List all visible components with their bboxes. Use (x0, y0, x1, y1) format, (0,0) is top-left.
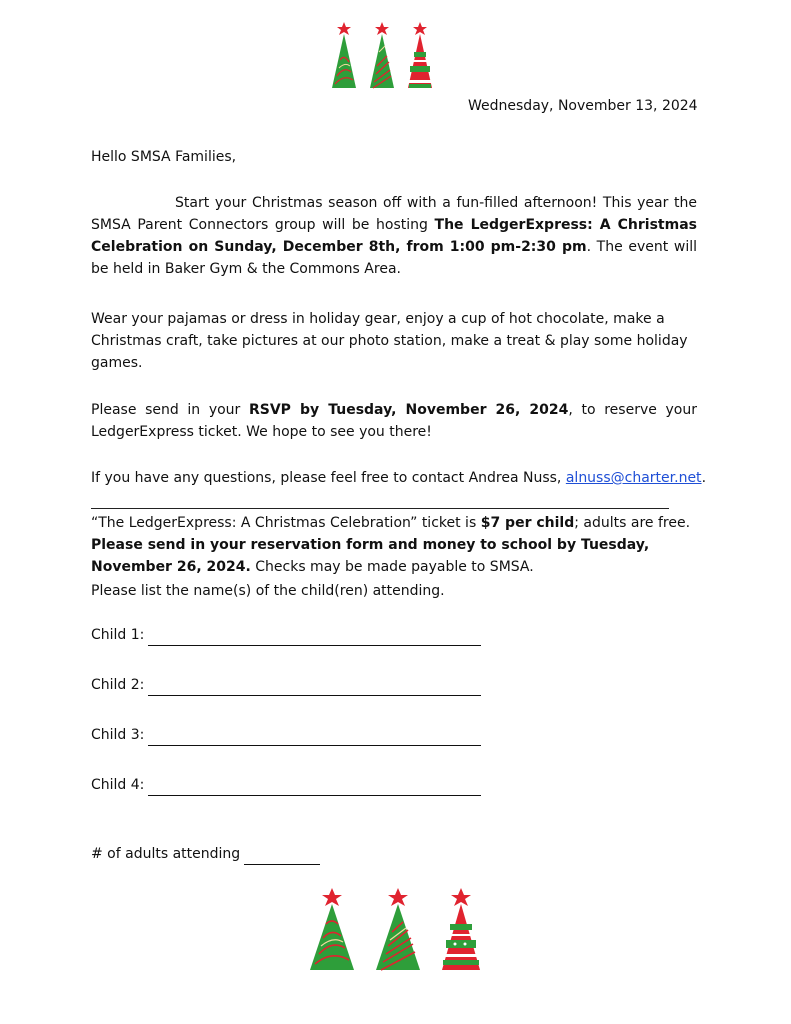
child-2-row (91, 674, 481, 696)
christmas-tree-icon (309, 888, 355, 972)
christmas-tree-icon (407, 22, 433, 90)
intro-text-2: . The event will be held in Baker Gym & the Commons Area. (91, 239, 697, 277)
christmas-trees-top (331, 22, 433, 90)
contact-paragraph (91, 467, 711, 489)
intro-text-1: Start your Christmas season off with a fun-filled afternoon! This year the SMSA Parent Connectors group will be hosting (91, 195, 697, 233)
child-1-label: Child 1: (91, 627, 145, 643)
adults-label: # of adults attending (91, 846, 241, 862)
contact-text: If you have any questions, please feel free to contact Andrea Nuss, (91, 470, 566, 486)
adults-blank[interactable] (244, 846, 320, 865)
letter-date: Wednesday, November 13, 2024 (468, 98, 698, 114)
child-3-blank[interactable] (148, 727, 481, 746)
separator-line (91, 508, 669, 509)
rsvp-text-2: , to reserve your LedgerExpress ticket. We hope to see you there! (91, 402, 697, 440)
child-1-blank[interactable] (148, 627, 481, 646)
intro-paragraph (91, 192, 697, 280)
child-4-blank[interactable] (148, 777, 481, 796)
christmas-tree-icon (375, 888, 421, 972)
ticket-text-3: Checks may be made payable to SMSA. (250, 559, 534, 575)
list-instruction: Please list the name(s) of the child(ren) attending. (91, 583, 445, 599)
activities-paragraph: Wear your pajamas or dress in holiday gear, enjoy a cup of hot chocolate, make a Christmas craft, take pictures at our photo station, make a treat & play some holiday games. (91, 311, 688, 371)
child-1-row (91, 624, 481, 646)
adults-row (91, 843, 320, 865)
rsvp-deadline: RSVP by Tuesday, November 26, 2024 (248, 402, 569, 418)
christmas-tree-icon (441, 888, 481, 972)
christmas-trees-bottom (309, 888, 481, 972)
ticket-paragraph (91, 512, 697, 578)
child-4-label: Child 4: (91, 777, 145, 793)
ticket-text-2: ; adults are free. (574, 515, 691, 531)
ticket-text-1: “The LedgerExpress: A Christmas Celebration” ticket is (91, 515, 481, 531)
event-title: The LedgerExpress: A Christmas Celebration on Sunday, December 8th, from 1:00 pm-2:30 pm (91, 217, 697, 255)
contact-text-end: . (701, 470, 707, 486)
child-3-label: Child 3: (91, 727, 145, 743)
child-4-row (91, 774, 481, 796)
child-3-row (91, 724, 481, 746)
christmas-tree-icon (369, 22, 395, 90)
child-2-blank[interactable] (148, 677, 481, 696)
contact-email-link[interactable]: alnuss@charter.net (565, 470, 702, 486)
greeting: Hello SMSA Families, (91, 149, 237, 165)
ticket-deadline: Please send in your reservation form and money to school by Tuesday, November 26, 2024. (91, 537, 650, 575)
rsvp-paragraph (91, 399, 697, 443)
christmas-tree-icon (331, 22, 357, 90)
rsvp-text-1: Please send in your (91, 402, 249, 418)
child-2-label: Child 2: (91, 677, 145, 693)
ticket-price: $7 per child (480, 515, 575, 531)
